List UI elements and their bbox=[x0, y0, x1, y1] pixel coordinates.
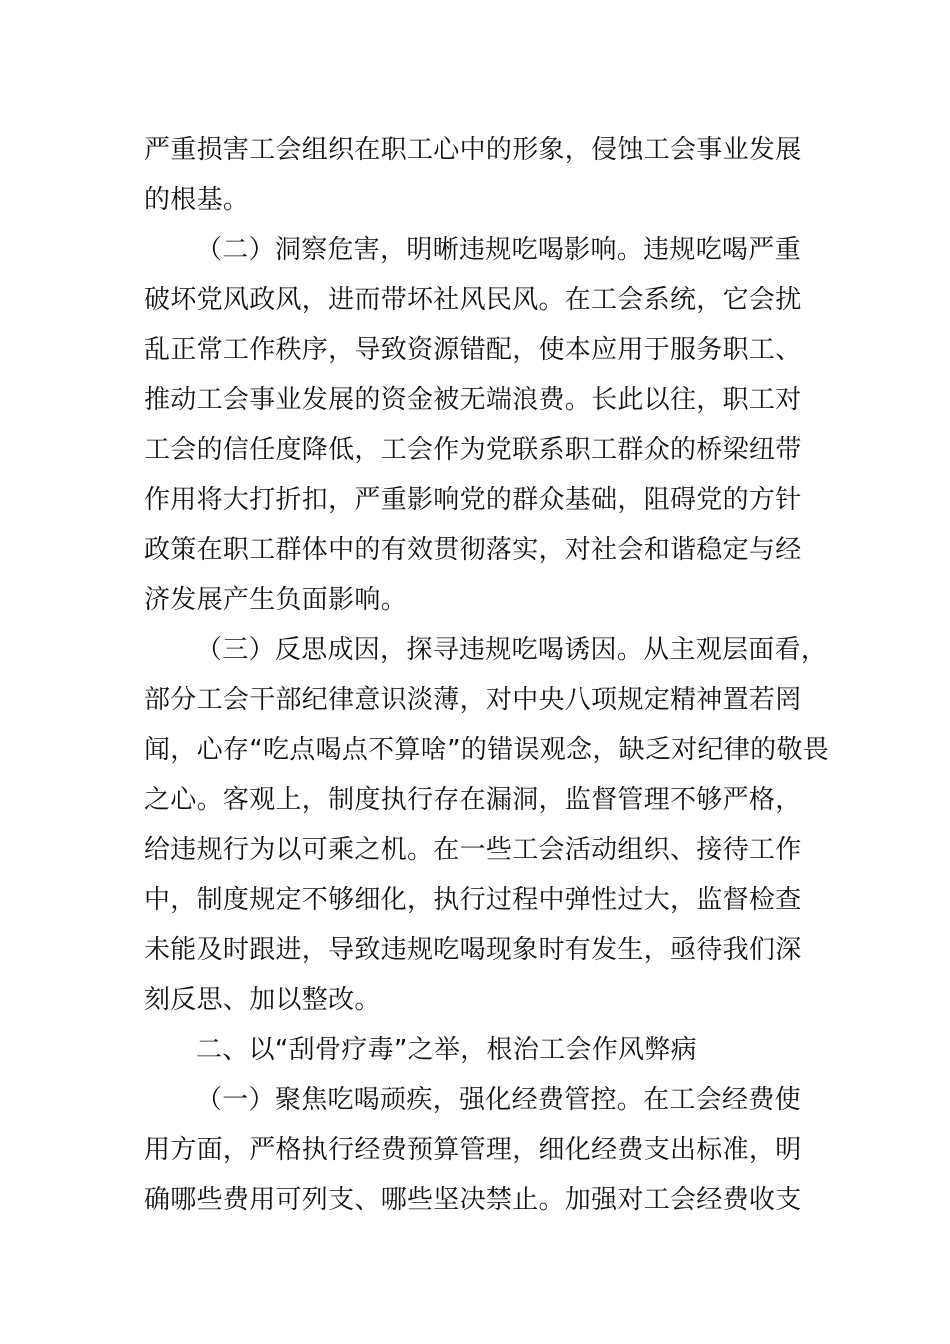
text-line-8: 作用将大打折扣，严重影响党的群众基础，阻碍党的方针 bbox=[144, 485, 802, 515]
text-line-4: 破坏党风政风，进而带坏社风民风。在工会系统，它会扰 bbox=[144, 285, 802, 315]
paragraph-3-start: （三）反思成因，探寻违规吃喝诱因。从主观层面看， bbox=[196, 635, 828, 665]
text-line-9: 政策在职工群体中的有效贯彻落实，对社会和谐稳定与经 bbox=[144, 535, 802, 565]
paragraph-4-start: （一）聚焦吃喝顽疾，强化经费管控。在工会经费使 bbox=[196, 1085, 801, 1115]
text-line-5: 乱正常工作秩序，导致资源错配，使本应用于服务职工、 bbox=[144, 335, 802, 365]
text-line-14: 之心。客观上，制度执行存在漏洞，监督管理不够严格， bbox=[144, 785, 802, 815]
text-line-1: 严重损害工会组织在职工心中的形象，侵蚀工会事业发展 bbox=[144, 135, 802, 165]
paragraph-2-start: （二）洞察危害，明晰违规吃喝影响。违规吃喝严重 bbox=[196, 235, 801, 265]
text-line-10: 济发展产生负面影响。 bbox=[144, 585, 408, 615]
text-line-6: 推动工会事业发展的资金被无端浪费。长此以往，职工对 bbox=[144, 385, 802, 415]
text-line-13: 闻，心存“吃点喝点不算啥”的错误观念，缺乏对纪律的敬畏 bbox=[144, 735, 830, 765]
text-line-22: 确哪些费用可列支、哪些坚决禁止。加强对工会经费收支 bbox=[144, 1185, 802, 1215]
text-line-15: 给违规行为以可乘之机。在一些工会活动组织、接待工作 bbox=[144, 835, 802, 865]
text-line-2: 的根基。 bbox=[144, 185, 250, 215]
text-line-21: 用方面，严格执行经费预算管理，细化经费支出标准，明 bbox=[144, 1135, 802, 1165]
text-line-12: 部分工会干部纪律意识淡薄，对中央八项规定精神置若罔 bbox=[144, 685, 802, 715]
section-heading: 二、以“刮骨疗毒”之举，根治工会作风弊病 bbox=[196, 1035, 697, 1065]
text-line-7: 工会的信任度降低，工会作为党联系职工群众的桥梁纽带 bbox=[144, 435, 802, 465]
text-line-17: 未能及时跟进，导致违规吃喝现象时有发生，亟待我们深 bbox=[144, 935, 802, 965]
text-line-16: 中，制度规定不够细化，执行过程中弹性过大，监督检查 bbox=[144, 885, 802, 915]
text-line-18: 刻反思、加以整改。 bbox=[144, 985, 381, 1015]
